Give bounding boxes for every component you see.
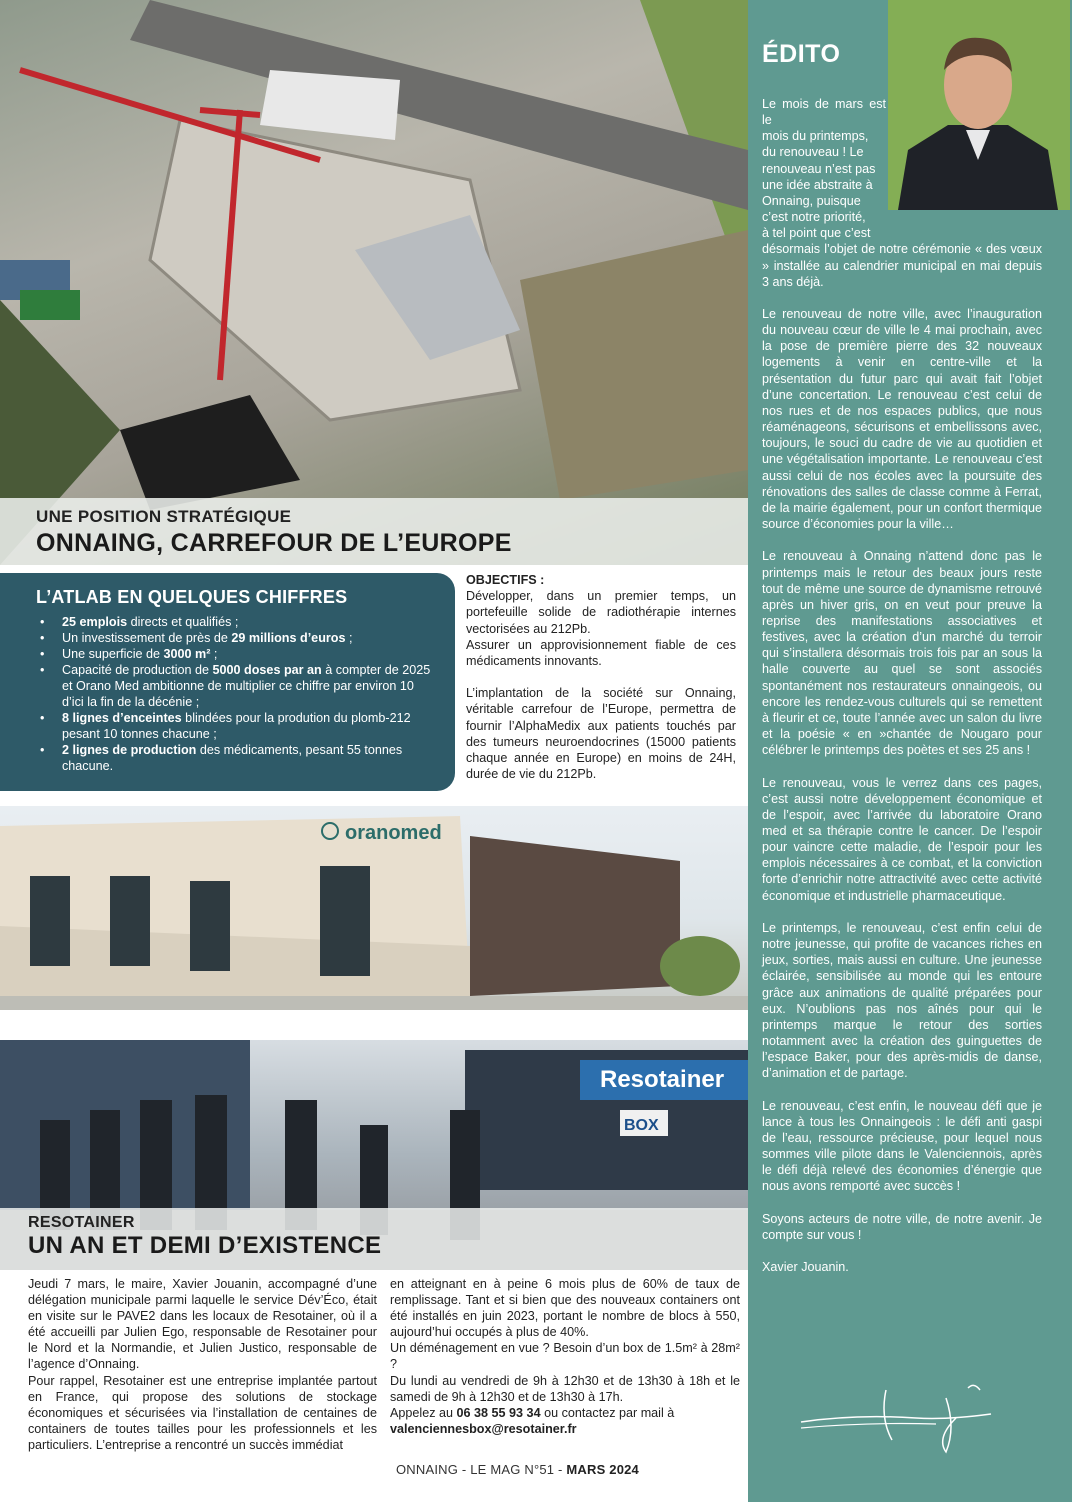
objectives-title: OBJECTIFS : (466, 573, 545, 587)
edito-text (762, 96, 1042, 1275)
resotainer-article-col-1 (28, 1276, 377, 1453)
footer-text: ONNAING - LE MAG N°51 - MARS 2024 (396, 1462, 639, 1477)
paragraph: Un déménagement en vue ? Besoin d’un box de 1.5m² à 28m² ? (390, 1341, 740, 1372)
construction-site-photo (0, 0, 748, 565)
edito-paragraph: Le renouveau, c’est enfin, le nouveau défi que je lance à tous les Onnaingeois : le défi anti gaspi de l’eau, ressource précieuse, pour lequel nous sommes ville pilote dans le Valenciennois, après le défi déjà relevé des économies d’énergie que nous avons remporté avec succès ! (762, 1098, 1042, 1194)
oranomed-sign: oranomed (345, 822, 442, 844)
paragraph: Pour rappel, Resotainer est une entreprise implantée partout en France, qui propose des solutions de stockage économiques et sécurisées via l’installation de centaines de containers de toutes tailles pour les professionnels et les particuliers. L’entreprise a rencontré un succès immédiat (28, 1373, 377, 1452)
list-item: • Une superficie de 3000 m² ; (36, 646, 439, 662)
list-item: • Un investissement de près de 29 millions d’euros ; (36, 630, 439, 646)
edito-paragraph: Le renouveau, vous le verrez dans ces pages, c’est aussi notre développement économique et de l’espoir, avec l’arrivée du laboratoire Orano med et sa thérapie contre le cancer. De l’espoir pour vaincre cette maladie, de l’espoir pour les emplois nécessaires à ce combat, et la conviction forte d’enrichir notre attractivité avec cette activité économique et industrielle pharmaceutique. (762, 775, 1042, 903)
edito-title: ÉDITO (762, 40, 841, 68)
edito-signoff: Xavier Jouanin. (762, 1260, 849, 1275)
list-item: • Capacité de production de 5000 doses par an à compter de 2025 et Orano Med ambitionne de multiplier ce chiffre par environ 10 d’ici la fin de la décénie ; (36, 662, 439, 710)
paragraph: Du lundi au vendredi de 9h à 12h30 et de 13h30 à 18h et le samedi de 9h à 12h30 et de 13h30 à 17h. (390, 1373, 740, 1404)
paragraph: Jeudi 7 mars, le maire, Xavier Jouanin, accompagné d’une délégation municipale parmi laquelle le service Dév’Éco, était en visite sur le PAVE2 dans les locaux de Resotainer, où il a été accueilli par Julien Ego, responsable de Resotainer pour le Nord et la Normandie, et Julien Justico, responsable de l’agence d’Onnaing. (28, 1277, 377, 1372)
paragraph: L’implantation de la société sur Onnaing, véritable carrefour de l’Europe, permettra de fournir l’AlphaMedix aux patients touchés par des tumeurs neuroendocrines (15000 patients chaque année en Europe) en moins de 24H, durée de vie du 212Pb. (466, 686, 736, 782)
paragraph: Assurer un approvisionnement fiable de ces médicaments innovants. (466, 637, 736, 669)
phone-number: 06 38 55 93 34 (456, 1405, 541, 1420)
key-figures-list (36, 614, 439, 774)
section-kicker: UNE POSITION STRATÉGIQUE (36, 507, 292, 526)
resotainer-article-col-2 (390, 1276, 740, 1437)
contact-line: Appelez au 06 38 55 93 34 ou contactez par mail à valenciennesbox@resotainer.fr (390, 1405, 675, 1436)
edito-paragraph: Le printemps, le renouveau, c’est enfin celui de notre jeunesse, qui profite de vacances riches en jeux, sorties, mais aussi en culture. Une jeunesse éclairée, sensibilisée au monde qui les entoure grâce aux animations de qualité préparées pour eux. N’oublions pas nos aînés pour qui le printemps marque le retour des sorties notamment avec la création des guinguettes de l’espace Baker, pour des après-midis de danse, d’animation et de partage. (762, 920, 1042, 1081)
strategic-banner (0, 498, 748, 565)
edito-paragraph: Le renouveau à Onnaing n’attend donc pas le printemps mais le retour des beaux jours reste tout de même une source de dynamisme retrouvé après un hiver gris, on en veut pour preuve la reprise des manifestations associatives et festives, avec la création d’un marché du terroir qui s’installera désormais trois fois par an sous la halle couverte au quel se sont associés spontanément nos restaurateurs onnaingeois, ou encore les rendez-vous culturels qui se remettent à fleurir et ce, toute l’année avec un salon du livre et la poésie « en »chantée de Nougaro pour célébrer le printemps des poètes et ses 25 ans ! (762, 549, 1042, 758)
email-address: valenciennesbox@resotainer.fr (390, 1421, 577, 1436)
key-figures-box (0, 573, 455, 791)
key-figures-title: L’ATLAB EN QUELQUES CHIFFRES (36, 587, 348, 607)
oranomed-building-illustration (0, 806, 748, 1010)
objectives-block (466, 572, 736, 782)
paragraph: Développer, dans un premier temps, un portefeuille solide de radiothérapie internes vectorisées au 212Pb. (466, 589, 736, 636)
edito-paragraph: Le mois de mars est le mois du printemps, du renouveau ! Le renouveau n’est pas une idée abstraite à Onnaing, puisque c’est notre priorité, à tel point que c’est désormais l’objet de notre cérémonie « des vœux » installée au calendrier municipal en mai depuis 3 ans déjà. (762, 97, 1042, 289)
resotainer-banner (0, 1208, 748, 1270)
box-sign: BOX (624, 1117, 659, 1134)
construction-site-illustration (0, 0, 748, 565)
edito-paragraph: Le renouveau de notre ville, avec l’inauguration du nouveau cœur de ville le 4 mai prochain, avec la pose de première pierre des 32 nouveaux logements à venir en centre-ville et la présentation du futur parc qui avait fait l’objet d’une concertation. Le renouveau c’est celui de nos rues et de nos espaces publics, que nous réaménageons, sécurisons et embellissons avec, toujours, le souci du cadre de vie au quotidien et une végétalisation importante. Le renouveau c’est aussi celui de nos écoles avec la poursuite des rénovations des salles de classe comme à Ferrat, de la mairie également, pour un confort thermique source d’économies pour la ville… (762, 307, 1042, 532)
list-item: • 8 lignes d’enceintes blindées pour la prodution du plomb-212 pesant 10 tonnes chacune ; (36, 710, 439, 742)
section-kicker: RESOTAINER (28, 1214, 135, 1231)
edito-paragraph: Soyons acteurs de notre ville, de notre avenir. Je compte sur vous ! (762, 1211, 1042, 1242)
signature-icon (796, 1378, 996, 1458)
list-item: • 25 emplois directs et qualifiés ; (36, 614, 439, 630)
section-title: ONNAING, CARREFOUR DE L’EUROPE (36, 529, 512, 557)
resotainer-sign: Resotainer (600, 1066, 725, 1093)
oranomed-building-photo (0, 806, 748, 1010)
list-item: • 2 lignes de production des médicaments, pesant 55 tonnes chacune. (36, 742, 439, 774)
section-title: UN AN ET DEMI D’EXISTENCE (28, 1232, 382, 1259)
paragraph: en atteignant en à peine 6 mois plus de 60% de taux de remplissage. Tant et si bien que des nouveaux containers ont été installés en juin 2023, portant le nombre de blocs à 550, aujourd’hui occupés à plus de 40%. (390, 1277, 740, 1340)
